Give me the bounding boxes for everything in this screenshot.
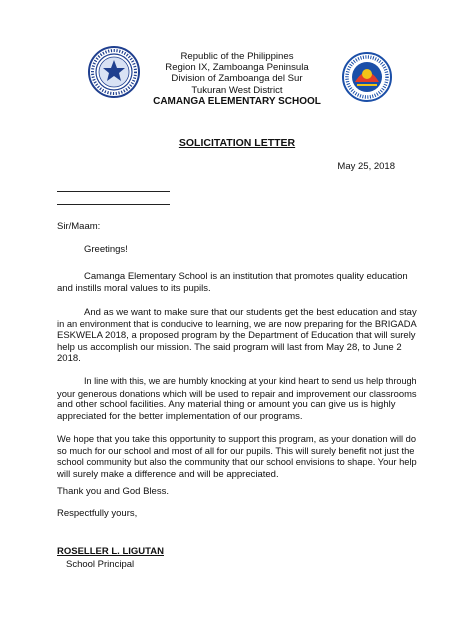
paragraph-4 — [57, 434, 417, 480]
paragraph-line: school community but also the community that our school envisions to shape. Your help — [57, 457, 417, 468]
paragraph-line: We hope that you take this opportunity to support this program, as your donation will do — [57, 434, 416, 444]
recipient-blank-line — [57, 191, 170, 192]
closing-thanks: Thank you and God Bless. — [57, 486, 169, 497]
recipient-blank-line — [57, 204, 170, 205]
paragraph-line: in an environment that is conducive to learning, we are now preparing for the BRIGADA — [57, 318, 417, 329]
header-line: Republic of the Philippines — [180, 51, 294, 62]
paragraph-line: so much for our school and most of all for our pupils. This will surely benefit not just the — [57, 445, 415, 456]
closing-regards: Respectfully yours, — [57, 508, 138, 519]
header-line: Tukuran West District — [191, 84, 283, 96]
paragraph-line: Camanga Elementary School is an institution that promotes quality education — [84, 271, 408, 282]
paragraph-line: ESKWELA 2018, a proposed program by the Department of Education that will surely — [57, 330, 416, 342]
paragraph-line: appreciated for the better implementation of our programs. — [57, 410, 303, 422]
paragraph-line: And as we want to make sure that our students get the best education and stay — [84, 307, 417, 318]
salutation: Sir/Maam: — [57, 221, 101, 232]
paragraph-line: help us accomplish our mission. The said program will last from May 28, to June 2 — [57, 341, 402, 353]
paragraph-line: your generous donations which will be used to repair and improvement our classrooms — [57, 387, 417, 399]
greeting: Greetings! — [84, 244, 128, 255]
paragraph-line: will surely make a difference and will be appreciated. — [57, 468, 279, 480]
letter-date: May 25, 2018 — [337, 161, 395, 172]
letter-title: SOLICITATION LETTER — [178, 137, 296, 149]
paragraph-line: and other school facilities. Any material thing or amount you can give us is highly — [57, 399, 396, 411]
header-line: Division of Zamboanga del Sur — [171, 73, 303, 85]
paragraph-line: and instills moral values to its pupils. — [57, 282, 211, 294]
paragraph-line: 2018. — [57, 353, 81, 365]
header-line: Region IX, Zamboanga Peninsula — [165, 62, 309, 74]
paragraph-1 — [57, 271, 417, 294]
signer-position: School Principal — [66, 559, 135, 570]
paragraph-3 — [57, 376, 417, 422]
signer-name: ROSELLER L. LIGUTAN — [57, 546, 164, 557]
paragraph-line: In line with this, we are humbly knocking at your kind heart to send us help through — [84, 376, 417, 386]
school-name: CAMANGA ELEMENTARY SCHOOL — [153, 95, 321, 107]
letterhead — [120, 51, 354, 107]
paragraph-2 — [57, 307, 417, 365]
